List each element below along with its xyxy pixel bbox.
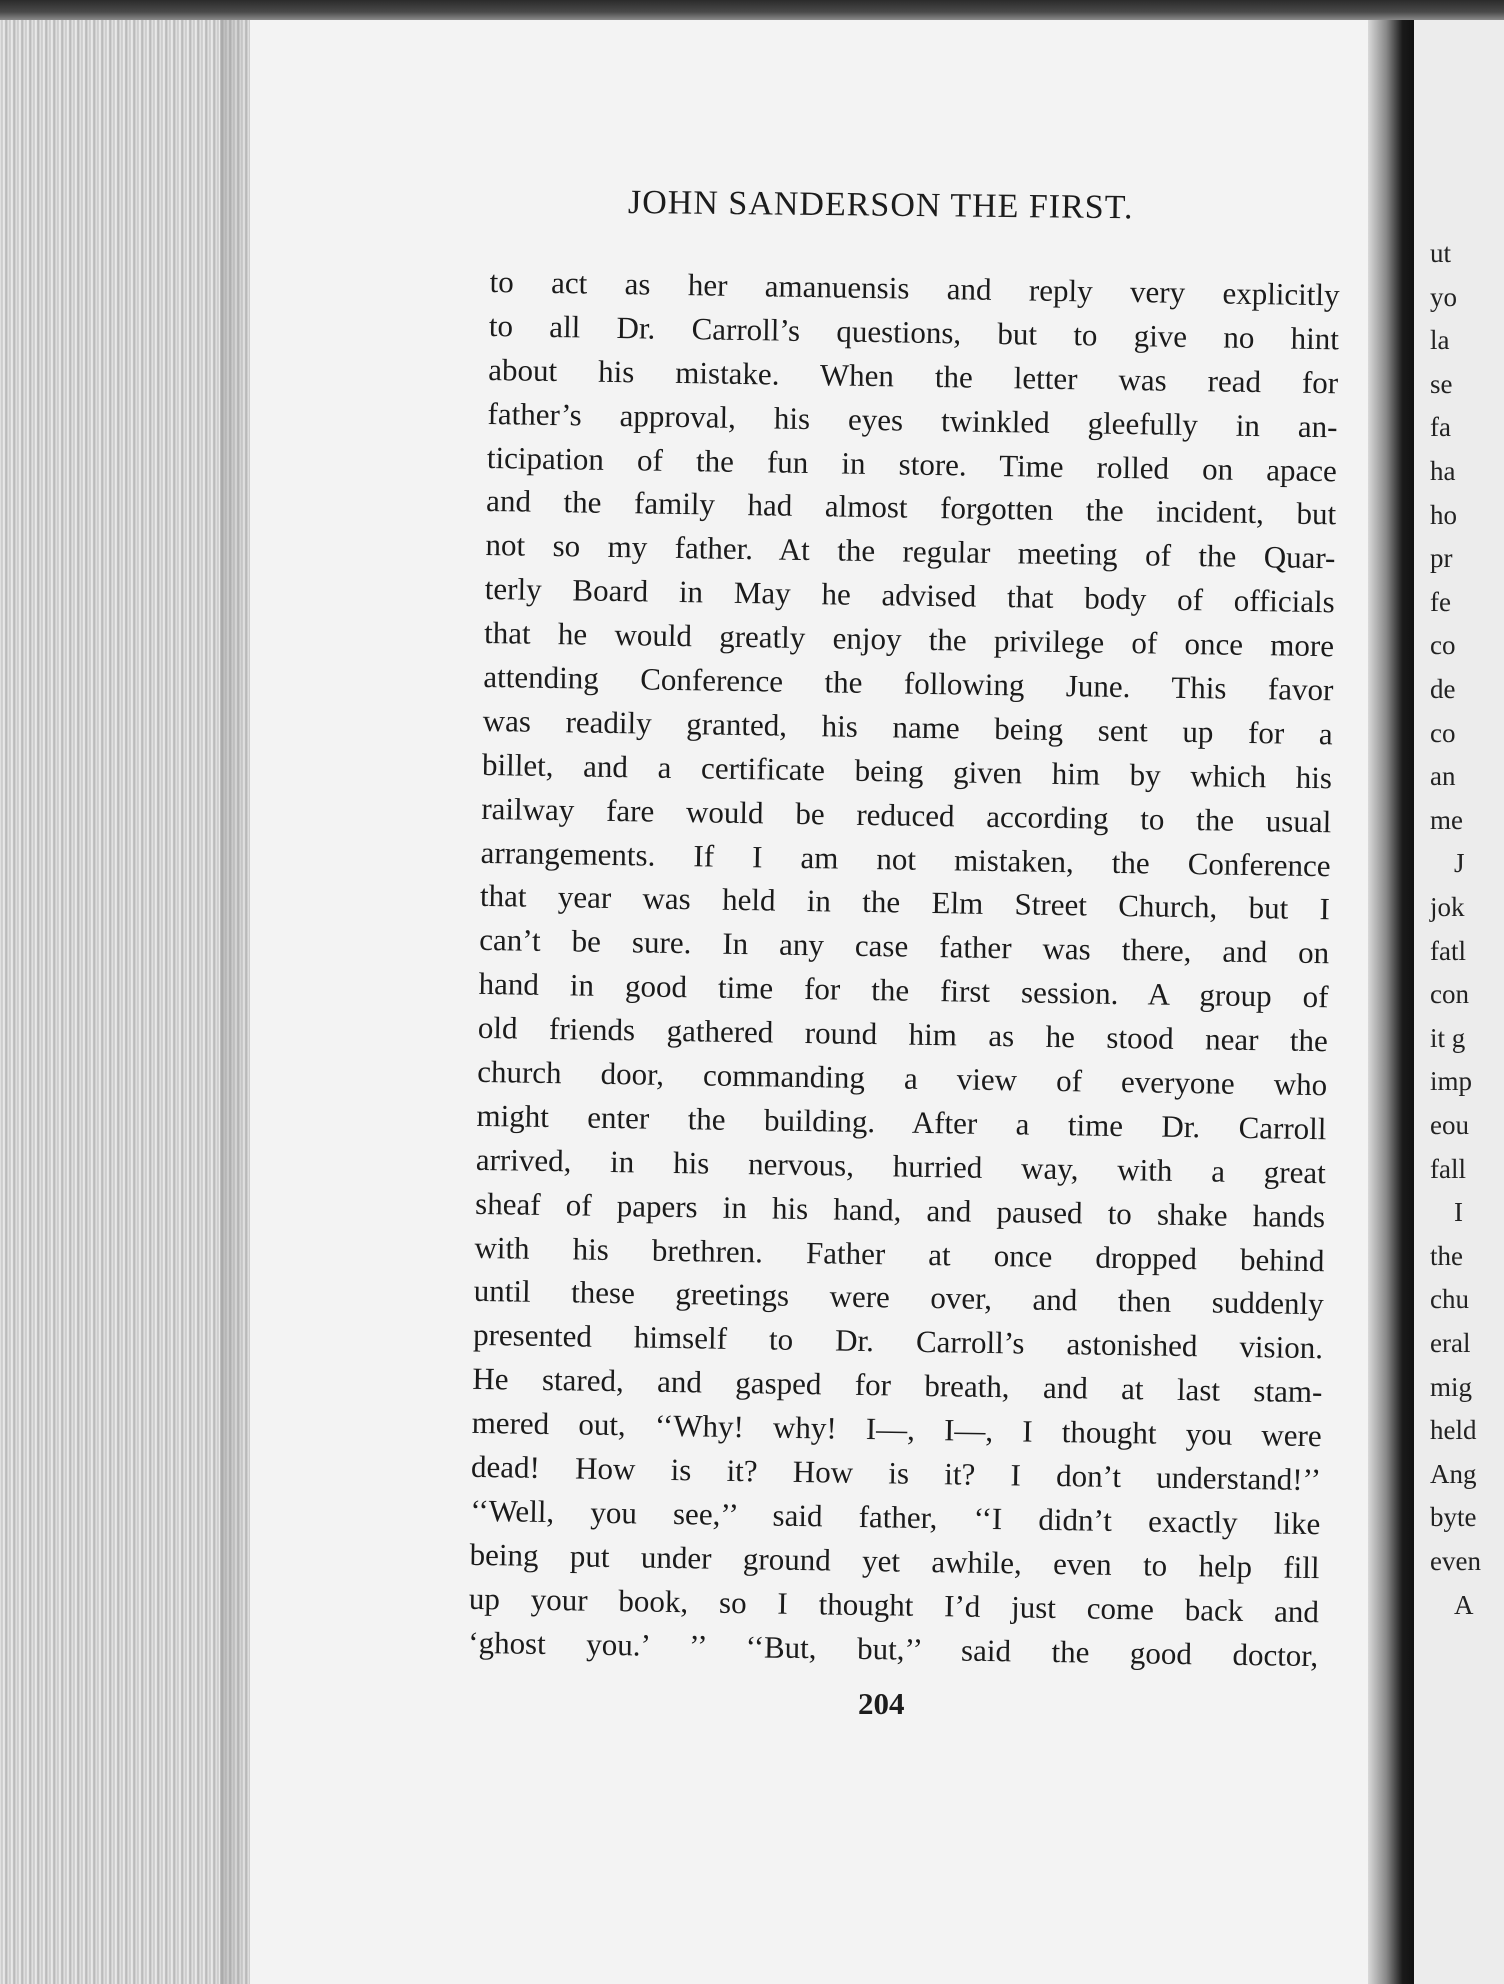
- text-line: presented himself to Dr. Carroll’s astonished vision.: [472, 1317, 1324, 1366]
- text-line: ticipation of the fun in store. Time rolled on apace: [486, 439, 1338, 488]
- adjacent-page-line: an: [1430, 761, 1456, 792]
- adjacent-page-line: held: [1430, 1415, 1477, 1446]
- text-line: He stared, and gasped for breath, and at last stam-: [472, 1361, 1323, 1410]
- adjacent-page-fragment: [1414, 20, 1504, 1984]
- adjacent-page-line: A: [1454, 1589, 1474, 1620]
- adjacent-page-line: mig: [1430, 1371, 1473, 1402]
- adjacent-page-line: me: [1430, 804, 1463, 835]
- adjacent-page-line: fall: [1430, 1153, 1466, 1184]
- text-line: ‘‘Well, you see,’’ said father, ‘‘I didn’t exactly like: [470, 1492, 1321, 1542]
- adjacent-page-line: pr: [1430, 543, 1453, 574]
- text-line: with his brethren. Father at once dropped behind: [474, 1229, 1325, 1278]
- running-head: JOHN SANDERSON THE FIRST.: [627, 184, 1134, 227]
- adjacent-page-line: ha: [1430, 456, 1456, 486]
- text-line: old friends gathered round him as he stood near the: [477, 1010, 1329, 1059]
- text-line: father’s approval, his eyes twinkled gleefully in an-: [487, 395, 1338, 445]
- text-line: terly Board in May he advised that body of officials: [484, 571, 1336, 620]
- adjacent-page-line: jok: [1430, 892, 1465, 922]
- adjacent-page-line: it g: [1430, 1022, 1466, 1053]
- adjacent-page-line: fe: [1430, 586, 1451, 617]
- adjacent-page-line: byte: [1430, 1502, 1477, 1533]
- text-line: to all Dr. Carroll’s questions, but to give no hint: [488, 307, 1340, 357]
- adjacent-page-line: I: [1454, 1197, 1463, 1228]
- adjacent-page-line: la: [1430, 325, 1450, 356]
- book-gutter: [1368, 20, 1414, 1984]
- adjacent-page-line: the: [1430, 1240, 1463, 1271]
- text-line: mered out, ‘‘Why! why! I—, I—, I thought you were: [471, 1405, 1322, 1454]
- adjacent-page-line: fatl: [1430, 935, 1466, 966]
- text-line: hand in good time for the first session. A group of: [478, 966, 1329, 1015]
- page-body-text: [468, 260, 1340, 1678]
- text-line: to act as her amanuensis and reply very explicitly: [489, 263, 1340, 313]
- text-line: ‘ghost you.’ ’’ ‘‘But, but,’’ said the good doctor,: [468, 1624, 1319, 1673]
- text-line: until these greetings were over, and then suddenly: [473, 1273, 1324, 1322]
- text-line: railway fare would be reduced according to the usual: [481, 790, 1332, 839]
- adjacent-page-line: se: [1430, 368, 1453, 399]
- scan-top-edge: [0, 0, 1504, 20]
- text-line: that year was held in the Elm Street Church, but I: [479, 878, 1331, 927]
- text-line: sheaf of papers in his hand, and paused to shake hands: [474, 1185, 1326, 1234]
- adjacent-page-line: co: [1430, 717, 1456, 748]
- book-page-edges: [0, 0, 250, 1984]
- adjacent-page-line: eou: [1430, 1110, 1469, 1140]
- text-line: church door, commanding a view of everyone who: [476, 1053, 1328, 1103]
- text-line: arrangements. If I am not mistaken, the Conference: [480, 834, 1331, 883]
- adjacent-page-line: de: [1430, 674, 1456, 704]
- text-line: dead! How is it? How is it? I don’t understand!’’: [470, 1448, 1322, 1498]
- adjacent-page-line: even: [1430, 1546, 1481, 1576]
- text-line: being put under ground yet awhile, even to help fill: [469, 1536, 1320, 1586]
- adjacent-page-line: imp: [1430, 1066, 1473, 1097]
- text-line: about his mistake. When the letter was read for: [488, 351, 1339, 401]
- adjacent-page-line: yo: [1430, 281, 1457, 312]
- text-line: up your book, so I thought I’d just come back and: [468, 1580, 1320, 1629]
- adjacent-page-line: J: [1454, 848, 1465, 879]
- adjacent-page-line: chu: [1430, 1284, 1469, 1315]
- text-line: attending Conference the following June. This favor: [483, 658, 1334, 708]
- adjacent-page-line: ut: [1430, 238, 1452, 268]
- adjacent-page-line: eral: [1430, 1328, 1471, 1358]
- text-line: can’t be sure. In any case father was there, and on: [479, 922, 1330, 971]
- text-line: billet, and a certificate being given him by which his: [481, 746, 1333, 796]
- adjacent-page-line: Ang: [1430, 1458, 1477, 1489]
- text-line: arrived, in his nervous, hurried way, with a great: [475, 1141, 1327, 1191]
- text-line: that he would greatly enjoy the privilege of once more: [483, 615, 1335, 664]
- adjacent-page-line: ho: [1430, 499, 1457, 530]
- adjacent-page-line: con: [1430, 979, 1469, 1010]
- page-number: 204: [858, 1686, 905, 1721]
- text-line: not so my father. At the regular meeting of the Quar-: [485, 527, 1336, 576]
- adjacent-page-line: co: [1430, 630, 1456, 661]
- text-line: might enter the building. After a time Dr. Carroll: [476, 1097, 1327, 1147]
- text-line: and the family had almost forgotten the incident, but: [485, 483, 1337, 532]
- text-line: was readily granted, his name being sent up for a: [482, 702, 1333, 752]
- adjacent-page-line: fa: [1430, 412, 1451, 443]
